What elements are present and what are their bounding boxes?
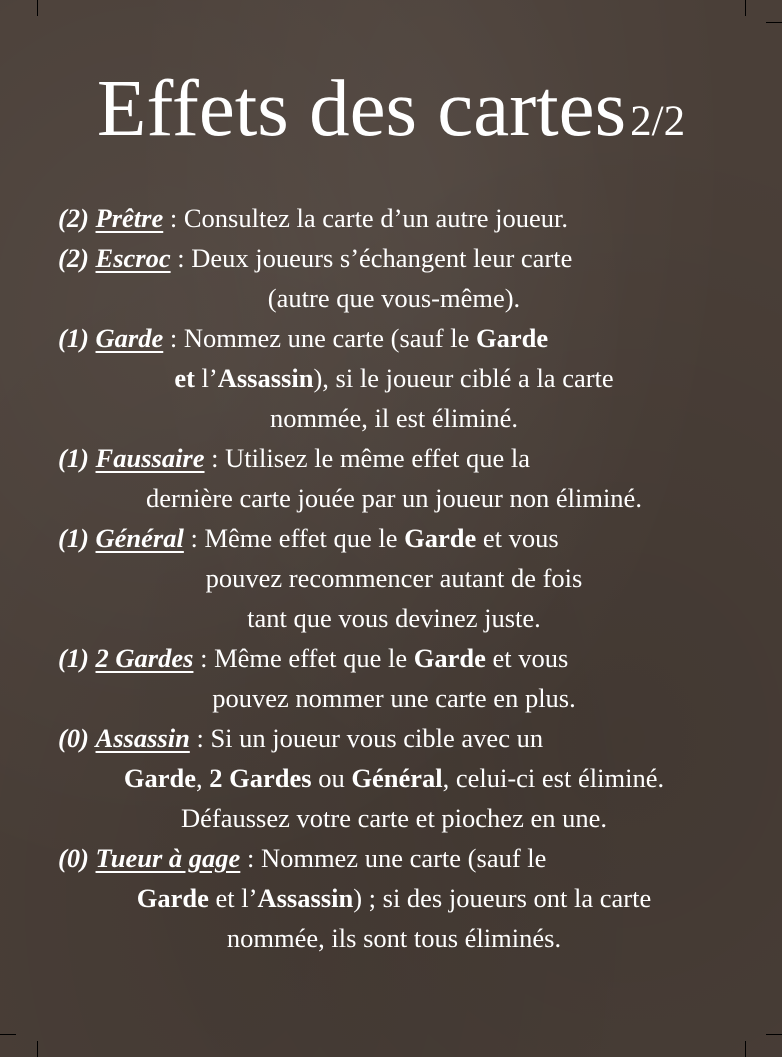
crop-mark-top-left	[37, 0, 38, 16]
card-separator: :	[163, 323, 184, 353]
card-effect-text: Défaussez votre carte et piochez en une.	[181, 803, 607, 833]
card-keyword: Garde	[136, 883, 209, 913]
card-effect-entry	[58, 638, 730, 718]
card-effect-line-continued	[58, 758, 730, 798]
card-effect-line-first	[58, 318, 730, 358]
title-main: Effets des cartes	[96, 63, 627, 153]
card-effect-line-first	[58, 238, 730, 278]
card-effect-text: pouvez nommer une carte en plus.	[212, 683, 576, 713]
card-effect-line-continued	[58, 478, 730, 518]
page-title	[0, 63, 782, 153]
card-effect-text: , celui-ci est éliminé.	[442, 763, 665, 793]
card-effect-entry	[58, 198, 730, 238]
card-keyword: Garde	[123, 763, 197, 793]
card-effect-text: (autre que vous-même).	[267, 283, 521, 313]
card-effect-text: pouvez recommencer autant de fois	[205, 563, 583, 593]
card-effect-line-first	[58, 198, 730, 238]
card-effect-line-first	[58, 718, 730, 758]
card-keyword: et	[174, 363, 202, 393]
card-effect-text: et vous	[485, 643, 569, 673]
card-name: Faussaire	[95, 443, 205, 473]
card-effect-text: nommée, ils sont tous éliminés.	[226, 923, 562, 953]
card-effect-line-continued	[58, 398, 730, 438]
card-effect-text: Consultez la carte d’un autre joueur.	[183, 203, 568, 233]
crop-mark-bottom-right	[745, 1041, 746, 1057]
card-keyword: Assassin	[257, 883, 354, 913]
card-effect-text: et l’	[208, 883, 258, 913]
crop-mark-bottom-left	[37, 1041, 38, 1057]
card-effect-line-first	[58, 438, 730, 478]
card-effect-text: ), si le joueur ciblé a la carte	[313, 363, 614, 393]
card-effect-text: Deux joueurs s’échangent leur carte	[191, 243, 573, 273]
card-effect-line-first	[58, 638, 730, 678]
card-keyword: Garde	[413, 643, 486, 673]
card-effect-text: Nommez une carte (sauf le	[183, 323, 476, 353]
card-effect-line-first	[58, 518, 730, 558]
card-name: Garde	[95, 323, 164, 353]
card-effect-text: ) ; si des joueurs ont la carte	[353, 883, 652, 913]
card-effect-text: l’	[201, 363, 218, 393]
crop-mark-left-lower	[0, 1034, 16, 1035]
card-effect-text: ,	[196, 763, 210, 793]
card-effect-text: Utilisez le même effet que la	[225, 443, 531, 473]
card-effect-line-continued	[58, 558, 730, 598]
card-effect-text: nommée, il est éliminé.	[269, 403, 518, 433]
card-effect-line-continued	[58, 678, 730, 718]
card-effect-line-continued	[58, 278, 730, 318]
card-separator: :	[163, 203, 184, 233]
card-separator: :	[170, 243, 192, 273]
card-effect-line-continued	[58, 798, 730, 838]
card-effect-entry	[58, 838, 730, 958]
card-name: 2 Gardes	[95, 643, 194, 673]
card-name: Général	[95, 523, 184, 553]
card-cost: (1)	[58, 323, 89, 353]
card-cost: (2)	[58, 203, 89, 233]
card-separator: :	[240, 843, 261, 873]
card-effect-text: dernière carte jouée par un joueur non éliminé.	[146, 483, 642, 513]
card-keyword: Garde	[404, 523, 477, 553]
card-effect-line-first	[58, 838, 730, 878]
card-effect-line-continued	[58, 918, 730, 958]
card-cost: (2)	[58, 243, 89, 273]
crop-mark-right-lower	[766, 1034, 782, 1035]
card-effect-entry	[58, 518, 730, 638]
crop-mark-right-upper	[766, 22, 782, 23]
card-effect-entry	[58, 238, 730, 318]
card-effect-text: tant que vous devinez juste.	[247, 603, 541, 633]
card-keyword: Garde	[475, 323, 549, 353]
card-effect-line-continued	[58, 598, 730, 638]
card-name: Prêtre	[95, 203, 164, 233]
card-separator: :	[183, 523, 205, 553]
card-name: Tueur à gage	[95, 843, 241, 873]
card-name: Escroc	[95, 243, 171, 273]
card-effect-text: Même effet que le	[214, 643, 414, 673]
card-cost: (1)	[58, 523, 89, 553]
card-effect-entry	[58, 718, 730, 838]
card-separator: :	[189, 723, 211, 753]
card-cost: (0)	[58, 723, 89, 753]
card-cost: (0)	[58, 843, 89, 873]
card-effect-text: Si un joueur vous cible avec un	[210, 723, 544, 753]
card-cost: (1)	[58, 643, 89, 673]
card-separator: :	[193, 643, 215, 673]
card-effect-text: ou	[311, 763, 352, 793]
crop-mark-top-right	[745, 0, 746, 16]
card-cost: (1)	[58, 443, 89, 473]
title-page-number: 2/2	[630, 98, 686, 145]
card-effect-text: et vous	[476, 523, 559, 553]
card-effect-text: Nommez une carte (sauf le	[260, 843, 547, 873]
card-effect-text: Même effet que le	[204, 523, 405, 553]
card-effect-line-continued	[58, 358, 730, 398]
card-effects-list	[58, 198, 730, 958]
card-effect-entry	[58, 438, 730, 518]
card-keyword: Général	[351, 763, 443, 793]
card-keyword: 2 Gardes	[209, 763, 312, 793]
card-effect-line-continued	[58, 878, 730, 918]
card-effect-entry	[58, 318, 730, 438]
card-name: Assassin	[95, 723, 190, 753]
card-separator: :	[204, 443, 226, 473]
card-keyword: Assassin	[217, 363, 314, 393]
